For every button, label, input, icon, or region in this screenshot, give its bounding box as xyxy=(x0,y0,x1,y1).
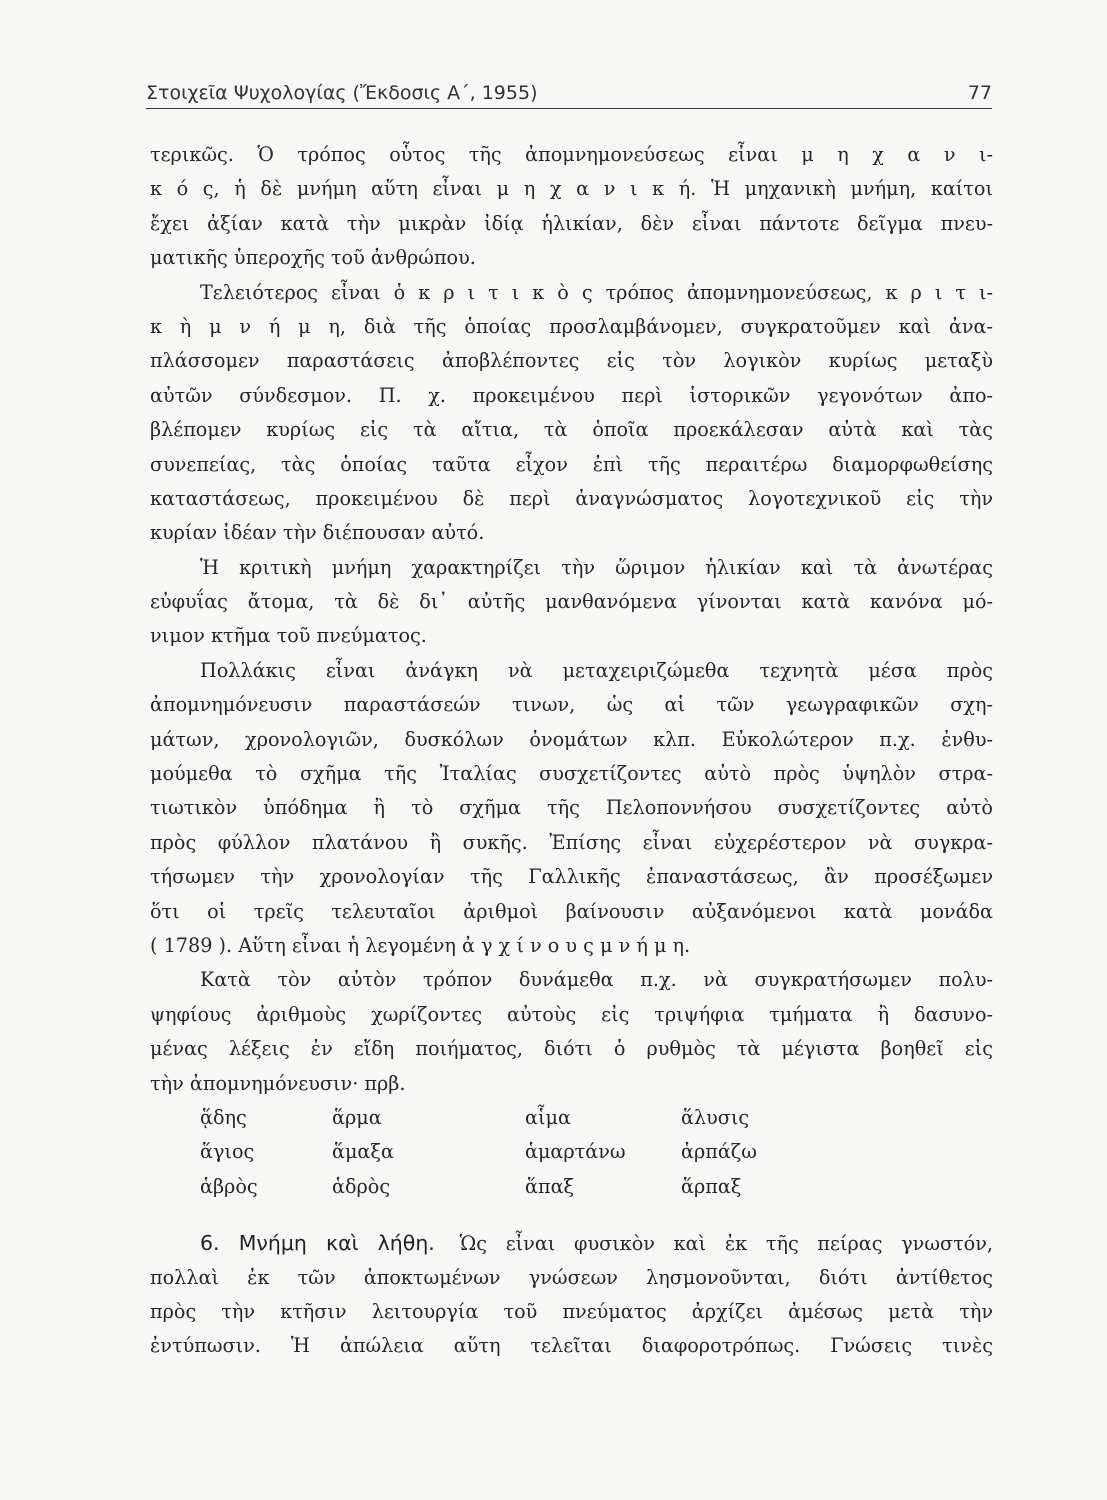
text-line: πρὸς φύλλον πλατάνου ἢ συκῆς. Ἐπίσης εἶναι εὐχερέστερον νὰ συγκρα- xyxy=(150,830,993,854)
example-word: ἅπαξ xyxy=(525,1174,575,1198)
text-line: τιωτικὸν ὑπόδημα ἢ τὸ σχῆμα τῆς Πελοποννήσου συσχετίζοντες αὐτὸ xyxy=(150,796,993,820)
text-line: ὅτι οἱ τρεῖς τελευταῖοι ἀριθμοὶ βαίνουσιν αὐξανόμενοι κατὰ μονάδα xyxy=(150,899,993,923)
text-line: ( 1789 ). Αὕτη εἶναι ἡ λεγομένη ἀ γ χ ί ν ο υ ς μ ν ή μ η. xyxy=(150,933,691,957)
example-word: ἁδρὸς xyxy=(332,1174,391,1198)
example-word: ἅλυσις xyxy=(681,1105,750,1129)
text-line: πολλαὶ ἐκ τῶν ἀποκτωμένων γνώσεων λησμονοῦνται, διότι ἀντίθετος xyxy=(150,1265,993,1289)
text-line: ψηφίους ἀριθμοὺς χωρίζοντες αὐτοὺς εἰς τριψήφια τμήματα ἢ δασυνο- xyxy=(150,1002,993,1026)
text-line: κυρίαν ἰδέαν τὴν διέπουσαν αὐτό. xyxy=(150,521,485,545)
page-body xyxy=(150,138,993,1364)
text-line: κ ό ς, ἡ δὲ μνήμη αὕτη εἶναι μ η χ α ν ι κ ή. Ἡ μηχανικὴ μνήμη, καίτοι xyxy=(150,177,993,201)
text-line: τήσωμεν τὴν χρονολογίαν τῆς Γαλλικῆς ἐπαναστάσεως, ἂν προσέξωμεν xyxy=(150,865,993,889)
text-line: Πολλάκις εἶναι ἀνάγκη νὰ μεταχειριζώμεθα τεχνητὰ μέσα πρὸς xyxy=(200,658,993,682)
text-line: εὐφυΐας ἄτομα, τὰ δὲ δι᾽ αὐτῆς μανθανόμενα γίνονται κατὰ κανόνα μό- xyxy=(150,590,993,614)
text-line: ματικῆς ὑπεροχῆς τοῦ ἀνθρώπου. xyxy=(150,246,476,270)
example-word: αἷμα xyxy=(525,1105,571,1129)
section-heading: 6. Μνήμη καὶ λήθη. xyxy=(200,1231,435,1256)
example-word: ἁρπάζω xyxy=(681,1140,757,1164)
example-word: ἅρπαξ xyxy=(681,1174,742,1198)
text-line: τερικῶς. Ὁ τρόπος οὗτος τῆς ἀπομνημονεύσεως εἶναι μ η χ α ν ι- xyxy=(150,143,993,166)
text-line: πρὸς τὴν κτῆσιν λειτουργία τοῦ πνεύματος ἀρχίζει ἀμέσως μετὰ τὴν xyxy=(150,1299,993,1323)
section-first-line-text: Ὡς εἶναι φυσικὸν καὶ ἐκ τῆς πείρας γνωστόν, xyxy=(459,1232,993,1256)
example-word: ᾅδης xyxy=(200,1105,247,1129)
text-line: ἐντύπωσιν. Ἡ ἀπώλεια αὕτη τελεῖται διαφοροτρόπως. Γνώσεις τινὲς xyxy=(150,1334,993,1358)
example-word: ἅρμα xyxy=(332,1105,382,1129)
book-title: Στοιχεῖα Ψυχολογίας (Ἔκδοσις Α΄, 1955) xyxy=(146,82,538,104)
section-first-line xyxy=(150,1226,993,1260)
text-line: μούμεθα τὸ σχῆμα τῆς Ἰταλίας συσχετίζοντες αὐτὸ πρὸς ὑψηλὸν στρα- xyxy=(150,762,993,786)
text-line: νιμον κτῆμα τοῦ πνεύματος. xyxy=(150,624,427,648)
text-line: καταστάσεως, προκειμένου δὲ περὶ ἀναγνώσματος λογοτεχνικοῦ εἰς τὴν xyxy=(150,486,993,510)
section-spacer xyxy=(150,1204,993,1226)
text-line: μένας λέξεις ἐν εἴδη ποιήματος, διότι ὁ ρυθμὸς τὰ μέγιστα βοηθεῖ εἰς xyxy=(150,1037,993,1061)
text-line: μάτων, χρονολογιῶν, δυσκόλων ὀνομάτων κλπ. Εὐκολώτερον π.χ. ἐνθυ- xyxy=(150,727,993,751)
example-words-table xyxy=(150,1101,993,1204)
text-line: Τελειότερος εἶναι ὁ κ ρ ι τ ι κ ὸ ς τρόπος ἀπομνημονεύσεως, κ ρ ι τ ι- xyxy=(200,280,993,304)
text-line: ἔχει ἀξίαν κατὰ τὴν μικρὰν ἰδίᾳ ἡλικίαν, δὲν εἶναι πάντοτε δεῖγμα πνευ- xyxy=(150,211,993,235)
text-line: αὐτῶν σύνδεσμον. Π. χ. προκειμένου περὶ ἱστορικῶν γεγονότων ἀπο- xyxy=(150,383,993,407)
example-word: ἁβρὸς xyxy=(200,1174,258,1198)
running-header xyxy=(146,82,992,109)
text-line: Κατὰ τὸν αὐτὸν τρόπον δυνάμεθα π.χ. νὰ συγκρατήσωμεν πολυ- xyxy=(200,968,993,992)
example-word: ἅγιος xyxy=(200,1140,255,1164)
page-number: 77 xyxy=(967,82,992,104)
text-line: ἀπομνημόνευσιν παραστάσεών τινων, ὡς αἱ τῶν γεωγραφικῶν σχη- xyxy=(150,693,993,717)
example-word: ἁμαρτάνω xyxy=(525,1140,626,1164)
text-line: κ ὴ μ ν ή μ η, διὰ τῆς ὁποίας προσλαμβάνομεν, συγκρατοῦμεν καὶ ἀνα- xyxy=(150,314,993,338)
text-line: τὴν ἀπομνημόνευσιν· πρβ. xyxy=(150,1071,406,1095)
example-word: ἅμαξα xyxy=(332,1140,394,1164)
text-line: πλάσσομεν παραστάσεις ἀποβλέποντες εἰς τὸν λογικὸν κυρίως μεταξὺ xyxy=(150,349,993,373)
text-line: συνεπείας, τὰς ὁποίας ταῦτα εἶχον ἐπὶ τῆς περαιτέρω διαμορφωθείσης xyxy=(150,452,993,476)
text-line: βλέπομεν κυρίως εἰς τὰ αἴτια, τὰ ὁποῖα προεκάλεσαν αὐτὰ καὶ τὰς xyxy=(150,418,993,442)
text-line: Ἡ κριτικὴ μνήμη χαρακτηρίζει τὴν ὥριμον ἡλικίαν καὶ τὰ ἀνωτέρας xyxy=(200,555,993,579)
